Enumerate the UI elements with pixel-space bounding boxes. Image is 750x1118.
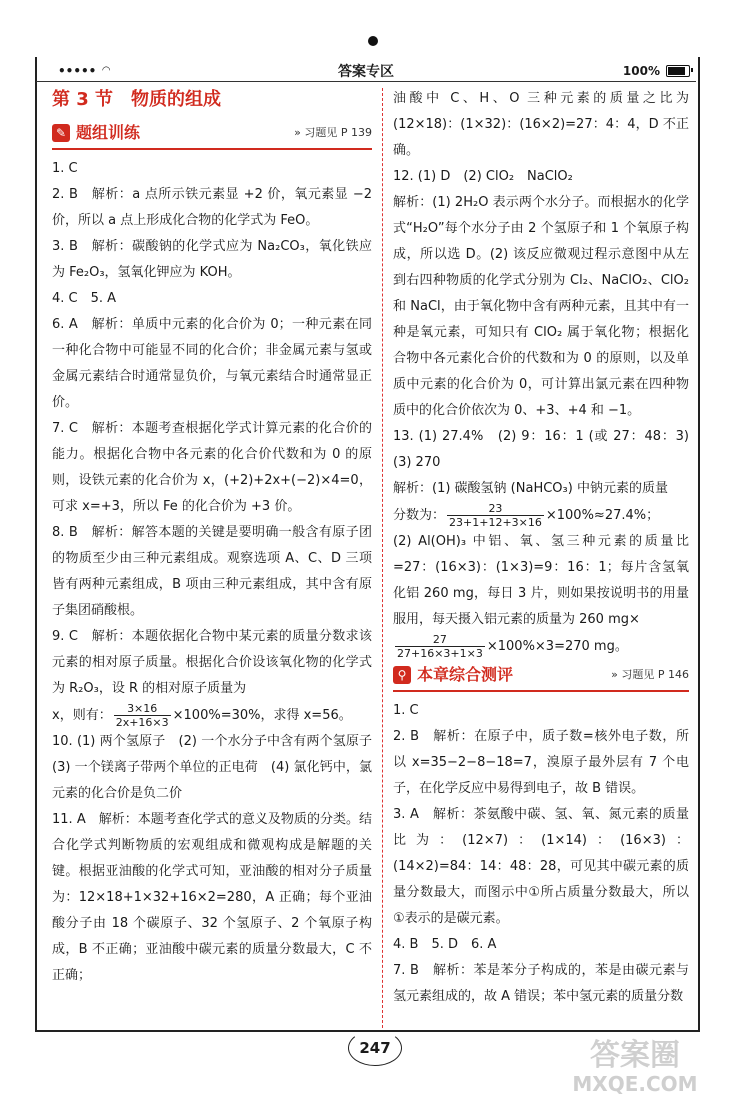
camera-dot: [368, 36, 378, 46]
status-title: 答案专区: [338, 63, 394, 80]
group-title: 本章综合测评: [417, 665, 514, 684]
test-answer-4-6: 4. B 5. D 6. A: [393, 937, 497, 952]
pencil-icon: ✎: [52, 124, 70, 142]
group-header-training: [52, 118, 372, 150]
answer-13-part2: (2) Al(OH)₃ 中铝、氧、氢三种元素的质量比=27：(16×3)：(1×3)=9：16：1；每片含氢氧化铝 260 mg，每日 3 片，则如果按说明书的用量服用，每天摄入铝元素的质量为 260 mg×: [393, 534, 689, 627]
answer-13: 13. (1) 27.4% (2) 9：16：1 (或 27：48：3) (3) 270: [393, 429, 703, 470]
status-bar: [36, 60, 696, 82]
answer-3: 3. B 解析：碳酸钠的化学式应为 Na₂CO₃，氧化铁应为 Fe₂O₃，氢氧化钾应为 KOH。: [52, 239, 372, 280]
answer-4-5: 4. C 5. A: [52, 291, 117, 306]
answer-7: 7. C 解析：本题考查根据化学式计算元素的化合价的能力。根据化合物中各元素的化合价代数和为 0 的原则，设铁元素的化合价为 x，(+2)+2x+(−2)×4=0，可求 x=+3，所以 Fe 的化合价为 +3 价。: [52, 421, 372, 514]
exercise-ref: » 习题见 P 139: [294, 126, 372, 139]
test-answer-3: 3. A 解析：茶氨酸中碳、氢、氧、氮元素的质量比为：(12×7)：(1×14)：(16×3)：(14×2)=84：14：48：28，可见其中碳元素的质量分数最大，而图示中①所占质量分数最大，所以①表示的是碳元素。: [393, 807, 689, 926]
fraction: [395, 633, 485, 660]
test-answer-2: 2. B 解析：在原子中，质子数=核外电子数，所以 x=35−2−8−18=7，溴原子最外层有 7 个电子，在化学反应中易得到电子，故 B 错误。: [393, 729, 689, 796]
answer-11-cont: 油酸中 C、H、O 三种元素的质量之比为 (12×18)：(1×32)：(16×2)=27：4：4，D 不正确。: [393, 91, 689, 158]
answer-1: 1. C: [52, 161, 78, 176]
formula-post: ×100%=30%，求得 x=56。: [172, 708, 352, 723]
answer-13-analysis: 解析：(1) 碳酸氢钠 (NaHCO₃) 中钠元素的质量: [393, 481, 668, 496]
fraction-denominator: 27+16×3+1×3: [397, 647, 483, 660]
column-divider: [382, 88, 383, 1028]
fraction-denominator: 2x+16×3: [115, 716, 169, 729]
group-title: 题组训练: [76, 123, 141, 142]
fraction-numerator: 3×16: [114, 702, 171, 716]
watermark-top: 答案圈: [590, 1038, 680, 1073]
battery-label: 100%: [622, 63, 660, 78]
fraction-numerator: 27: [395, 633, 485, 647]
section-title: 第 3 节 物质的组成: [52, 89, 222, 110]
answer-12-analysis: 解析：(1) 2H₂O 表示两个水分子。而根据水的化学式“H₂O”每个水分子由 2 个氢原子和 1 个氧原子构成，所以选 D。(2) 该反应微观过程示意图中从左到右四种物质的化学式分别为 Cl₂、NaClO₂、ClO₂ 和 NaCl，由于氧化物中含有两种元素，且其中有一种是氧元素，可知只有 ClO₂ 属于氧化物；根据化合物中各元素化合价的代数和为 0 的原则，以及单质中元素的化合价为 0，可计算出氯元素在四种物质中的化合价依次为 0、+3、+4 和 −1。: [393, 195, 689, 418]
answer-10: 10. (1) 两个氢原子 (2) 一个水分子中含有两个氢原子 (3) 一个镁离子带两个单位的正电荷 (4) 氯化钙中，氯元素的化合价是负二价: [52, 734, 386, 801]
answer-12: 12. (1) D (2) ClO₂ NaClO₂: [393, 169, 573, 184]
answer-13-formula-2: [393, 633, 689, 660]
answer-6: 6. A 解析：单质中元素的化合价为 0；一种元素在同一种化合物中可能显不同的化合价；非金属元素与氢或金属元素结合时通常显负价，与氧元素结合时通常显正价。: [52, 317, 372, 410]
answer-2: 2. B 解析：a 点所示铁元素显 +2 价，氧元素显 −2 价，所以 a 点上形成化合物的化学式为 FeO。: [52, 187, 372, 228]
answer-8: 8. B 解析：解答本题的关键是要明确一般含有原子团的物质至少由三种元素组成。观察选项 A、C、D 三项皆有两种元素组成，B 项由三种元素组成，其中含有原子集团硝酸根。: [52, 525, 372, 618]
signal-icon: •••••: [58, 63, 97, 78]
test-answer-7: 7. B 解析：苯是苯分子构成的，苯是由碳元素与氢元素组成的，故 A 错误；苯中氢元素的质量分数: [393, 963, 689, 1004]
formula-pre: 分数为：: [393, 508, 446, 523]
watermark-logo: [560, 1040, 710, 1110]
group-header-chapter-test: [393, 660, 689, 692]
fraction: [447, 502, 544, 529]
wifi-icon: ◠: [102, 65, 111, 76]
watermark-bottom: MXQE.COM: [572, 1072, 698, 1096]
page-number: 247: [348, 1030, 402, 1066]
test-answer-1: 1. C: [393, 703, 419, 718]
answer-13-formula-1: [393, 502, 689, 529]
formula-post: ×100%×3=270 mg。: [486, 639, 628, 654]
battery-icon: [666, 65, 690, 77]
search-icon: ⚲: [393, 666, 411, 684]
formula-pre: x，则有：: [52, 708, 112, 723]
exercise-ref: » 习题见 P 146: [611, 668, 689, 681]
left-column: [52, 86, 386, 989]
fraction-denominator: 23+1+12+3×16: [449, 516, 542, 529]
fraction: [114, 702, 171, 729]
right-column: [393, 86, 703, 1010]
answer-11: 11. A 解析：本题考查化学式的意义及物质的分类。结合化学式判断物质的宏观组成和微观构成是解题的关键。根据亚油酸的化学式可知，亚油酸的相对分子质量为：12×18+1×32+16×2=280，A 正确；每个亚油酸分子由 18 个碳原子、32 个氢原子、2 个氧原子构成，B 不正确；亚油酸中碳元素的质量分数最大，C 不正确；: [52, 812, 372, 983]
fraction-numerator: 23: [447, 502, 544, 516]
formula-post: ×100%≈27.4%；: [545, 508, 660, 523]
answer-9: 9. C 解析：本题依据化合物中某元素的质量分数求该元素的相对原子质量。根据化合价设该氧化物的化学式为 R₂O₃，设 R 的相对原子质量为: [52, 629, 372, 696]
answer-9-formula: [52, 702, 372, 729]
